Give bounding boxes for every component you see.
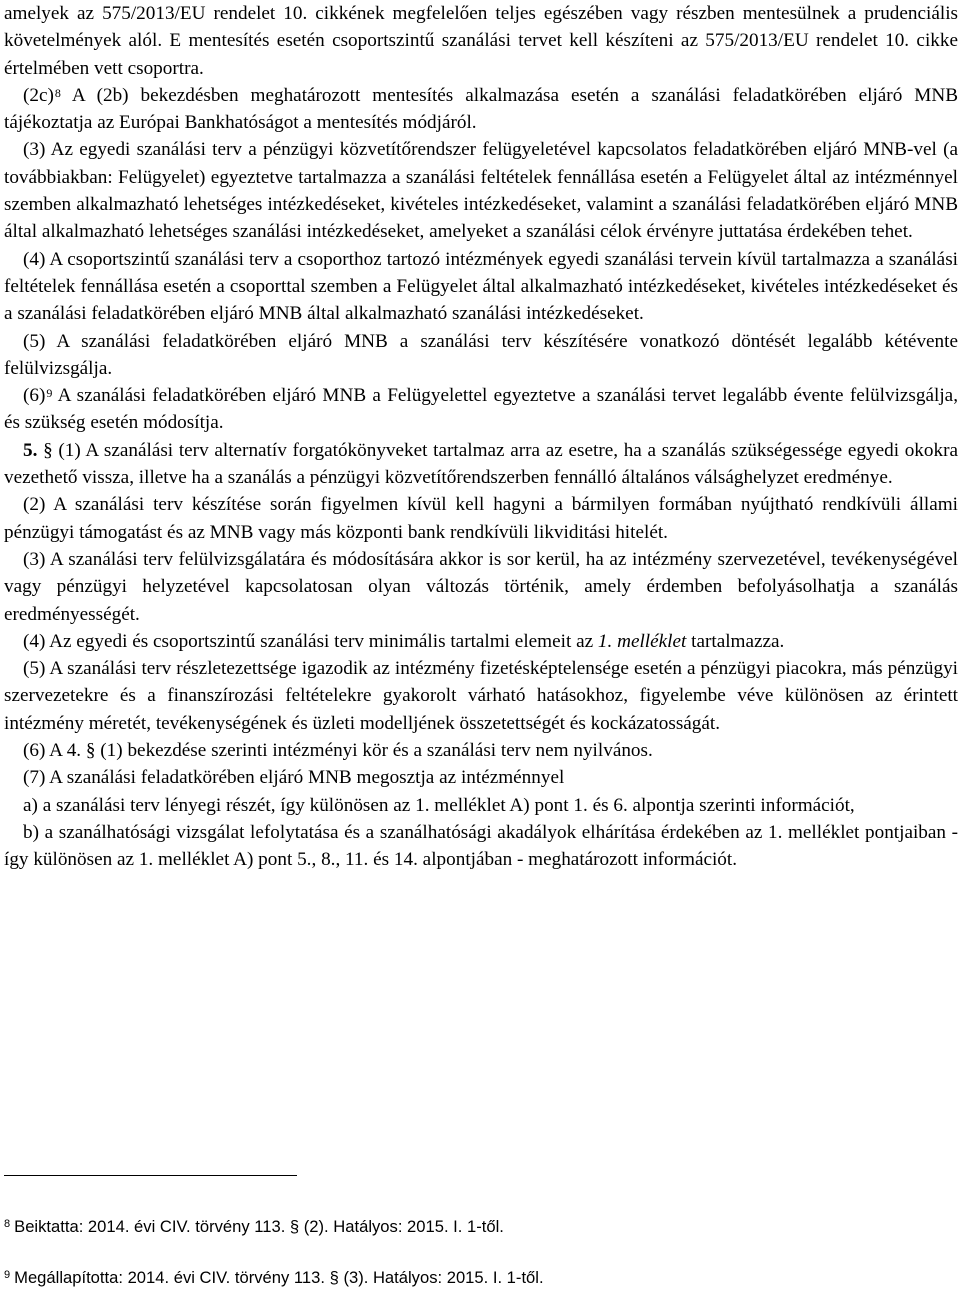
paragraph-2c bbox=[4, 82, 958, 137]
paragraph-3: (3) Az egyedi szanálási terv a pénzügyi közvetítőrendszer felügyeletével kapcsolatos feladatkörében eljáró MNB-vel (a továbbiakban: Felügyelet) egyeztetve tartalmazza a szanálási feltételek fennállása esetén a Felügyelet által az intézménnyel szemben alkalmazható lehetséges intézkedéseket, kivételes intézkedéseket, valamint a szanálási feladatkörében eljáró MNB által alkalmazható lehetséges szanálási intézkedéseket, amelyeket a szanálási célok érvényre juttatása érdekében tehet. bbox=[4, 139, 958, 243]
footnote-divider bbox=[4, 1175, 297, 1176]
document-page bbox=[4, 0, 958, 874]
footnote-8 bbox=[4, 1217, 504, 1237]
section-5-paragraph-7: (7) A szanálási feladatkörében eljáró MNB megosztja az intézménnyel bbox=[23, 767, 565, 789]
footnote-number: 8 bbox=[4, 1218, 11, 1230]
footnote-number: 9 bbox=[4, 1269, 11, 1281]
paragraph-5: (5) A szanálási feladatkörében eljáró MNB a szanálási terv készítésére vonatkozó döntését legalább kétévente felülvizsgálja. bbox=[4, 330, 958, 379]
paragraph-text: (4) Az egyedi és csoportszintű szanálási terv minimális tartalmi elemeit az bbox=[23, 630, 598, 652]
footnote-ref-link[interactable]: 9 bbox=[46, 386, 53, 401]
section-5-paragraph-1 bbox=[4, 437, 958, 492]
footnote-9 bbox=[4, 1268, 544, 1288]
list-item-a: a) a szanálási terv lényegi részét, így különösen az 1. melléklet A) pont 1. és 6. alpontja szerinti információt, bbox=[23, 794, 855, 816]
paragraph-text: § (1) A szanálási terv alternatív forgatókönyveket tartalmaz arra az esetre, ha a szanálás szükségessége egyedi okokra vezethető vissza, illetve ha a szanálás a pénzügyi közvetítőrendszerben fennálló általános válsághelyzet eredménye. bbox=[4, 439, 958, 489]
paragraph-text: tartalmazza. bbox=[686, 630, 785, 652]
paragraph-text: A (2b) bekezdésben meghatározott mentesítés alkalmazása esetén a szanálási feladatkörében eljáró MNB tájékoztatja az Európai Bankhatóságot a mentesítés módjáról. bbox=[4, 84, 958, 134]
section-number: 5. bbox=[23, 439, 38, 461]
paragraph-number: (6) bbox=[23, 385, 46, 407]
annex-reference: 1. melléklet bbox=[597, 630, 687, 652]
paragraph-number: (2c) bbox=[23, 84, 54, 106]
footnote-ref-link[interactable]: 8 bbox=[54, 85, 61, 100]
paragraph-continuation: amelyek az 575/2013/EU rendelet 10. cikkének megfelelően teljes egészében vagy részben mentesülnek a prudenciális követelmények alól. E mentesítés esetén csoportszintű szanálási tervet kell készíteni az 575/2013/EU rendelet 10. cikke értelmében vett csoportra. bbox=[4, 3, 958, 79]
section-5-paragraph-5: (5) A szanálási terv részletezettsége igazodik az intézmény fizetésképtelensége esetén a pénzügyi piacokra, más pénzügyi szervezetekre és a finanszírozási feltételekre gyakorolt várható hatásokhoz, figyelembe véve különösen az érintett intézmény méretét, tevékenységének és üzleti modelljének összetettségét és kockázatosságát. bbox=[4, 658, 958, 734]
section-5-paragraph-3: (3) A szanálási terv felülvizsgálatára és módosítására akkor is sor kerül, ha az intézmény szervezetével, tevékenységével vagy pénzügyi helyzetével kapcsolatosan olyan változás történik, amely érdemben befolyásolhatja a szanálás eredményességét. bbox=[4, 548, 958, 625]
section-5-paragraph-2: (2) A szanálási terv készítése során figyelmen kívül kell hagyni a bármilyen formában nyújtható rendkívüli állami pénzügyi támogatást és az MNB vagy más központi bank rendkívüli likviditási hitelét. bbox=[4, 494, 958, 543]
paragraph-4: (4) A csoportszintű szanálási terv a csoporthoz tartozó intézmények egyedi szanálási tervein kívül tartalmazza a szanálási feltételek fennállása esetén a csoporttal szemben a Felügyelet által alkalmazható intézkedéseket, kivételes intézkedéseket és a szanálási feladatkörében eljáró MNB által alkalmazható szanálási intézkedéseket. bbox=[4, 248, 958, 325]
footnote-text: Megállapította: 2014. évi CIV. törvény 113. § (3). Hatályos: 2015. I. 1-től. bbox=[14, 1268, 544, 1287]
paragraph-text: A szanálási feladatkörében eljáró MNB a Felügyelettel egyeztetve a szanálási tervet legalább évente felülvizsgálja, és szükség esetén módosítja. bbox=[4, 385, 958, 434]
footnote-text: Beiktatta: 2014. évi CIV. törvény 113. § (2). Hatályos: 2015. I. 1-től. bbox=[14, 1217, 504, 1236]
section-5-paragraph-6: (6) A 4. § (1) bekezdése szerinti intézményi kör és a szanálási terv nem nyilvános. bbox=[23, 740, 653, 762]
paragraph-6 bbox=[4, 382, 958, 437]
list-item-b: b) a szanálhatósági vizsgálat lefolytatása és a szanálhatósági akadályok elhárítása érdekében az 1. melléklet pontjaiban - így különösen az 1. melléklet A) pont 5., 8., 11. és 14. alpontjában - meghatározott információt. bbox=[4, 821, 958, 871]
section-5-paragraph-4 bbox=[4, 628, 958, 655]
